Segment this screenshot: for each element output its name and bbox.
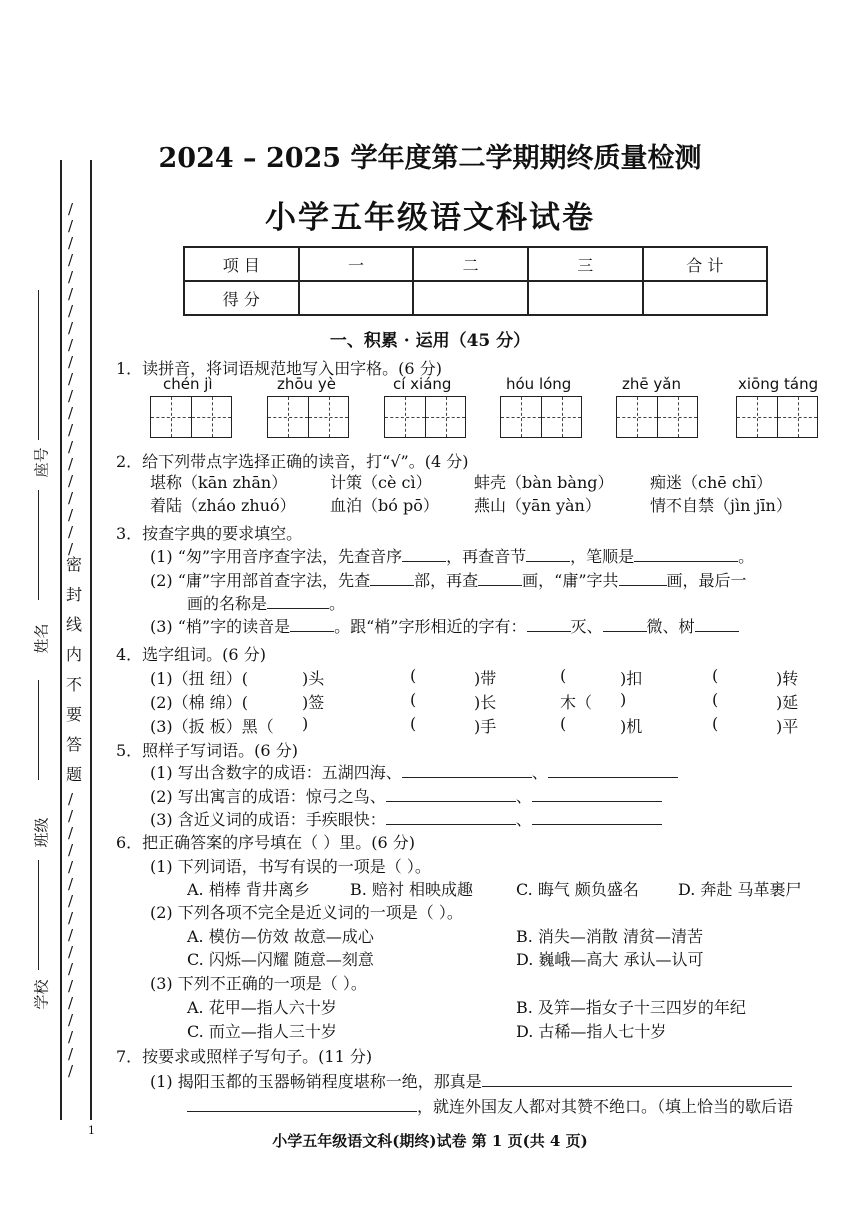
binding-slash: / bbox=[68, 421, 74, 439]
q6-sub-1: (1) 下列词语，书写有误的一项是（ ）。 bbox=[150, 857, 431, 876]
answer-blank[interactable] bbox=[370, 571, 414, 586]
section-1-heading: 一、积累 · 运用（45 分） bbox=[329, 331, 531, 351]
binding-slash: / bbox=[68, 370, 74, 388]
q5-line-1 bbox=[150, 760, 678, 783]
binding-slash: / bbox=[68, 540, 74, 558]
binding-slash: / bbox=[68, 1062, 74, 1080]
seal-char: 封 bbox=[66, 585, 83, 604]
score-header-part2: 二 bbox=[413, 247, 528, 281]
binding-slash: / bbox=[68, 217, 74, 235]
q4-row-item[interactable]: ( bbox=[712, 666, 719, 685]
q3-2-text-a: (2) “庸”字用部首查字法，先查 bbox=[150, 571, 371, 590]
binding-slash: / bbox=[68, 234, 74, 252]
q6-3-option-a[interactable]: A. 花甲—指人六十岁 bbox=[187, 998, 337, 1017]
binding-slash: / bbox=[68, 892, 74, 910]
binding-slash: / bbox=[68, 807, 74, 825]
q4-row-item[interactable]: ( bbox=[410, 666, 417, 685]
q2-option[interactable]: 血泊（bó pō） bbox=[330, 496, 439, 515]
q4-row-pair: (1)（扭 纽）( bbox=[150, 669, 248, 688]
q2-option[interactable]: 燕山（yān yàn） bbox=[474, 496, 601, 515]
q4-row-item[interactable]: )平 bbox=[776, 717, 799, 736]
exam-paper-title: 小学五年级语文科试卷 bbox=[265, 200, 595, 236]
answer-blank[interactable] bbox=[386, 787, 516, 802]
binding-slash: / bbox=[68, 472, 74, 490]
school-line bbox=[38, 860, 39, 970]
binding-slash: / bbox=[68, 926, 74, 944]
question-2: 2．给下列带点字选择正确的读音，打“√”。(4 分) bbox=[116, 452, 469, 471]
class-line bbox=[38, 680, 39, 780]
binding-slash: / bbox=[68, 438, 74, 456]
answer-blank[interactable] bbox=[526, 547, 570, 562]
answer-blank[interactable] bbox=[482, 1072, 792, 1087]
score-header-item: 项 目 bbox=[184, 247, 299, 281]
binding-slash: / bbox=[68, 977, 74, 995]
answer-blank[interactable] bbox=[267, 594, 329, 609]
score-cell-total[interactable] bbox=[643, 281, 767, 315]
q6-1-option-a[interactable]: A. 梢棒 背井离乡 bbox=[187, 880, 310, 899]
binding-slash: / bbox=[68, 824, 74, 842]
score-cell-part1[interactable] bbox=[299, 281, 414, 315]
binding-slash: / bbox=[68, 790, 74, 808]
q3-sub-3 bbox=[150, 614, 739, 637]
question-7: 7．按要求或照样子写句子。(11 分) bbox=[116, 1047, 373, 1066]
q5-3-text: (3) 含近义词的成语：手疾眼快： bbox=[150, 810, 386, 829]
q4-row-item[interactable]: )机 bbox=[620, 717, 643, 736]
score-header-part1: 一 bbox=[299, 247, 414, 281]
q3-3-text-c: 灭、 bbox=[570, 617, 603, 636]
question-4: 4．选字组词。(6 分) bbox=[116, 645, 266, 664]
binding-slash: / bbox=[68, 404, 74, 422]
binding-slash: / bbox=[68, 943, 74, 961]
binding-slash: / bbox=[68, 336, 74, 354]
q4-row-item[interactable]: ) bbox=[302, 714, 309, 733]
seal-char: 线 bbox=[66, 615, 83, 634]
answer-blank[interactable] bbox=[548, 763, 678, 778]
q5-2-text: (2) 写出寓言的成语：惊弓之鸟、 bbox=[150, 787, 386, 806]
answer-blank[interactable] bbox=[695, 617, 739, 632]
tianzige-box-3[interactable] bbox=[384, 396, 466, 438]
q3-2-text-d: 画，最后一 bbox=[666, 571, 747, 590]
binding-slash: / bbox=[68, 285, 74, 303]
q4-row-pair: (2)（棉 绵）( bbox=[150, 693, 248, 712]
q4-row-item[interactable]: ( bbox=[410, 690, 417, 709]
name-label: 姓名 bbox=[32, 623, 51, 654]
score-table bbox=[183, 246, 768, 316]
score-row-label: 得 分 bbox=[184, 281, 299, 315]
binding-slash: / bbox=[68, 353, 74, 371]
score-header-part3: 三 bbox=[528, 247, 643, 281]
pinyin-1: chén jì bbox=[163, 375, 213, 393]
q7-1-text-a: (1) 揭阳玉都的玉器畅销程度堪称一绝，那真是 bbox=[150, 1072, 482, 1091]
q3-2-text-b: 部，再查 bbox=[414, 571, 479, 590]
score-cell-part2[interactable] bbox=[413, 281, 528, 315]
q3-1-text-a: (1) “匆”字用音序查字法，先查音序 bbox=[150, 547, 403, 566]
score-header-total: 合 计 bbox=[643, 247, 767, 281]
score-table-score-row bbox=[184, 281, 767, 315]
binding-slash: / bbox=[68, 841, 74, 859]
exam-term-title: 2024 – 2025 学年度第二学期期终质量检测 bbox=[158, 143, 702, 174]
q4-row-item[interactable]: )头 bbox=[302, 669, 325, 688]
seal-char: 不 bbox=[66, 675, 83, 694]
q5-sep: 、 bbox=[531, 763, 548, 782]
q3-sub-2-cont bbox=[187, 591, 345, 614]
binding-slash: / bbox=[68, 994, 74, 1012]
seal-char: 题 bbox=[66, 765, 83, 784]
score-table-header-row bbox=[184, 247, 767, 281]
q5-sep: 、 bbox=[515, 810, 532, 829]
binding-slash: / bbox=[68, 875, 74, 893]
answer-blank[interactable] bbox=[603, 617, 647, 632]
binding-line-inner bbox=[90, 160, 92, 1120]
q6-2-option-c[interactable]: C. 闪烁—闪耀 随意—刻意 bbox=[187, 950, 374, 969]
seal-char: 内 bbox=[66, 645, 83, 664]
q4-row-item[interactable]: ( bbox=[560, 714, 567, 733]
pinyin-4: hóu lóng bbox=[506, 375, 572, 393]
q3-3-text-b: 。跟“梢”字形相近的字有： bbox=[334, 617, 527, 636]
q3-3-text-d: 微、树 bbox=[646, 617, 695, 636]
q4-row-item[interactable]: )带 bbox=[474, 669, 497, 688]
q4-row-item[interactable]: ( bbox=[560, 666, 567, 685]
q6-3-option-c[interactable]: C. 而立—指人三十岁 bbox=[187, 1022, 337, 1041]
binding-slash: / bbox=[68, 960, 74, 978]
question-1: 1．读拼音，将词语规范地写入田字格。(6 分) bbox=[116, 359, 442, 378]
seat-number-label: 座号 bbox=[32, 447, 51, 478]
answer-blank[interactable] bbox=[402, 547, 446, 562]
name-line bbox=[38, 490, 39, 600]
answer-blank[interactable] bbox=[386, 810, 516, 825]
q4-row-item[interactable]: )延 bbox=[776, 693, 799, 712]
q4-row-item[interactable]: ) bbox=[620, 690, 627, 709]
q6-3-option-d[interactable]: D. 古稀—指人七十岁 bbox=[516, 1022, 667, 1041]
tianzige-box-6[interactable] bbox=[736, 396, 818, 438]
answer-blank[interactable] bbox=[478, 571, 522, 586]
q4-row-item[interactable]: )签 bbox=[302, 693, 325, 712]
q6-2-option-d[interactable]: D. 巍峨—高大 承认—认可 bbox=[516, 950, 704, 969]
answer-blank[interactable] bbox=[532, 787, 662, 802]
q3-3-text-a: (3) “梢”字的读音是 bbox=[150, 617, 291, 636]
question-6: 6．把正确答案的序号填在（ ）里。(6 分) bbox=[116, 833, 416, 852]
q5-sep: 、 bbox=[515, 787, 532, 806]
question-5: 5．照样子写词语。(6 分) bbox=[116, 741, 298, 760]
binding-slash: / bbox=[68, 268, 74, 286]
q5-1-text: (1) 写出含数字的成语：五湖四海、 bbox=[150, 763, 402, 782]
q7-1-text-b: ，就连外国友人都对其赞不绝口。（填上恰当的歇后语 bbox=[417, 1097, 794, 1116]
page-mark: 1 bbox=[88, 1124, 95, 1137]
answer-blank[interactable] bbox=[187, 1097, 417, 1112]
binding-slash: / bbox=[68, 1011, 74, 1029]
binding-slash: / bbox=[68, 1045, 74, 1063]
binding-slash: / bbox=[68, 858, 74, 876]
q6-1-option-c[interactable]: C. 晦气 颇负盛名 bbox=[516, 880, 639, 899]
q3-1-text-b: ，再查音节 bbox=[446, 547, 527, 566]
binding-slash: / bbox=[68, 909, 74, 927]
seat-number-line bbox=[38, 290, 39, 440]
q3-sub-2 bbox=[150, 568, 747, 591]
question-3: 3．按查字典的要求填空。 bbox=[116, 524, 303, 543]
binding-slash: / bbox=[68, 506, 74, 524]
q6-sub-3: (3) 下列不正确的一项是（ ）。 bbox=[150, 974, 367, 993]
pinyin-2: zhōu yè bbox=[277, 375, 336, 393]
answer-blank[interactable] bbox=[290, 617, 334, 632]
q4-row-item[interactable]: )长 bbox=[474, 693, 497, 712]
answer-blank[interactable] bbox=[402, 763, 532, 778]
q4-row-item[interactable]: )扣 bbox=[620, 669, 643, 688]
q5-line-2 bbox=[150, 784, 662, 807]
binding-slash: / bbox=[68, 489, 74, 507]
q3-2-text-e: 画的名称是 bbox=[187, 594, 268, 613]
q2-option[interactable]: 情不自禁（jìn jīn） bbox=[650, 496, 792, 515]
tianzige-box-5[interactable] bbox=[616, 396, 698, 438]
q4-row-item[interactable]: )转 bbox=[776, 669, 799, 688]
binding-line-outer bbox=[60, 160, 62, 1120]
binding-slash: / bbox=[68, 455, 74, 473]
q6-2-option-b[interactable]: B. 消失—消散 清贫—清苦 bbox=[516, 927, 704, 946]
tianzige-box-2[interactable] bbox=[267, 396, 349, 438]
answer-blank[interactable] bbox=[532, 810, 662, 825]
q3-1-text-d: 。 bbox=[738, 547, 755, 566]
page-footer: 小学五年级语文科(期终)试卷 第 1 页(共 4 页) bbox=[272, 1132, 588, 1150]
tianzige-box-4[interactable] bbox=[500, 396, 582, 438]
binding-slash: / bbox=[68, 302, 74, 320]
pinyin-6: xiōng táng bbox=[738, 375, 819, 393]
q2-option[interactable]: 计策（cè cì） bbox=[330, 473, 432, 492]
q6-2-option-a[interactable]: A. 模仿—仿效 故意—成心 bbox=[187, 927, 374, 946]
q4-row-pair: (3)（扳 板）黑（ bbox=[150, 717, 274, 736]
q5-line-3 bbox=[150, 807, 662, 830]
q6-1-option-b[interactable]: B. 赔衬 相映成趣 bbox=[350, 880, 474, 899]
q2-option[interactable]: 着陆（zháo zhuó） bbox=[150, 496, 296, 515]
school-label: 学校 bbox=[32, 979, 51, 1010]
q3-2-text-c: 画，“庸”字共 bbox=[522, 571, 619, 590]
answer-blank[interactable] bbox=[619, 571, 667, 586]
q7-sub-1-cont bbox=[187, 1094, 793, 1117]
q3-1-text-c: ，笔顺是 bbox=[570, 547, 635, 566]
pinyin-5: zhē yǎn bbox=[622, 375, 681, 393]
q4-row-item[interactable]: 木（ bbox=[560, 693, 593, 712]
q4-row-item[interactable]: ( bbox=[712, 690, 719, 709]
q4-row-item[interactable]: ( bbox=[410, 714, 417, 733]
class-label: 班级 bbox=[32, 817, 51, 848]
q6-sub-2: (2) 下列各项不完全是近义词的一项是（ ）。 bbox=[150, 903, 463, 922]
answer-blank[interactable] bbox=[634, 547, 738, 562]
q2-option[interactable]: 蚌壳（bàn bàng） bbox=[474, 473, 614, 492]
q4-row-item[interactable]: ( bbox=[712, 714, 719, 733]
binding-slash: / bbox=[68, 523, 74, 541]
q6-1-option-d[interactable]: D. 奔赴 马革裹尸 bbox=[678, 880, 802, 899]
q6-3-option-b[interactable]: B. 及笄—指女子十三四岁的年纪 bbox=[516, 998, 746, 1017]
binding-slash: / bbox=[68, 200, 74, 218]
q2-option[interactable]: 堪称（kān zhān） bbox=[150, 473, 288, 492]
binding-slash: / bbox=[68, 319, 74, 337]
pinyin-3: cí xiáng bbox=[393, 375, 452, 393]
seal-char: 要 bbox=[66, 705, 83, 724]
seal-char: 密 bbox=[66, 555, 83, 574]
q3-sub-1 bbox=[150, 544, 754, 567]
q4-row-item[interactable]: )手 bbox=[474, 717, 497, 736]
q3-2-text-f: 。 bbox=[329, 594, 346, 613]
tianzige-box-1[interactable] bbox=[150, 396, 232, 438]
q7-sub-1 bbox=[150, 1069, 792, 1092]
binding-slash: / bbox=[68, 1028, 74, 1046]
binding-slash: / bbox=[68, 387, 74, 405]
binding-slash: / bbox=[68, 251, 74, 269]
answer-blank[interactable] bbox=[527, 617, 571, 632]
seal-char: 答 bbox=[66, 735, 83, 754]
score-cell-part3[interactable] bbox=[528, 281, 643, 315]
q2-option[interactable]: 痴迷（chē chī） bbox=[650, 473, 773, 492]
